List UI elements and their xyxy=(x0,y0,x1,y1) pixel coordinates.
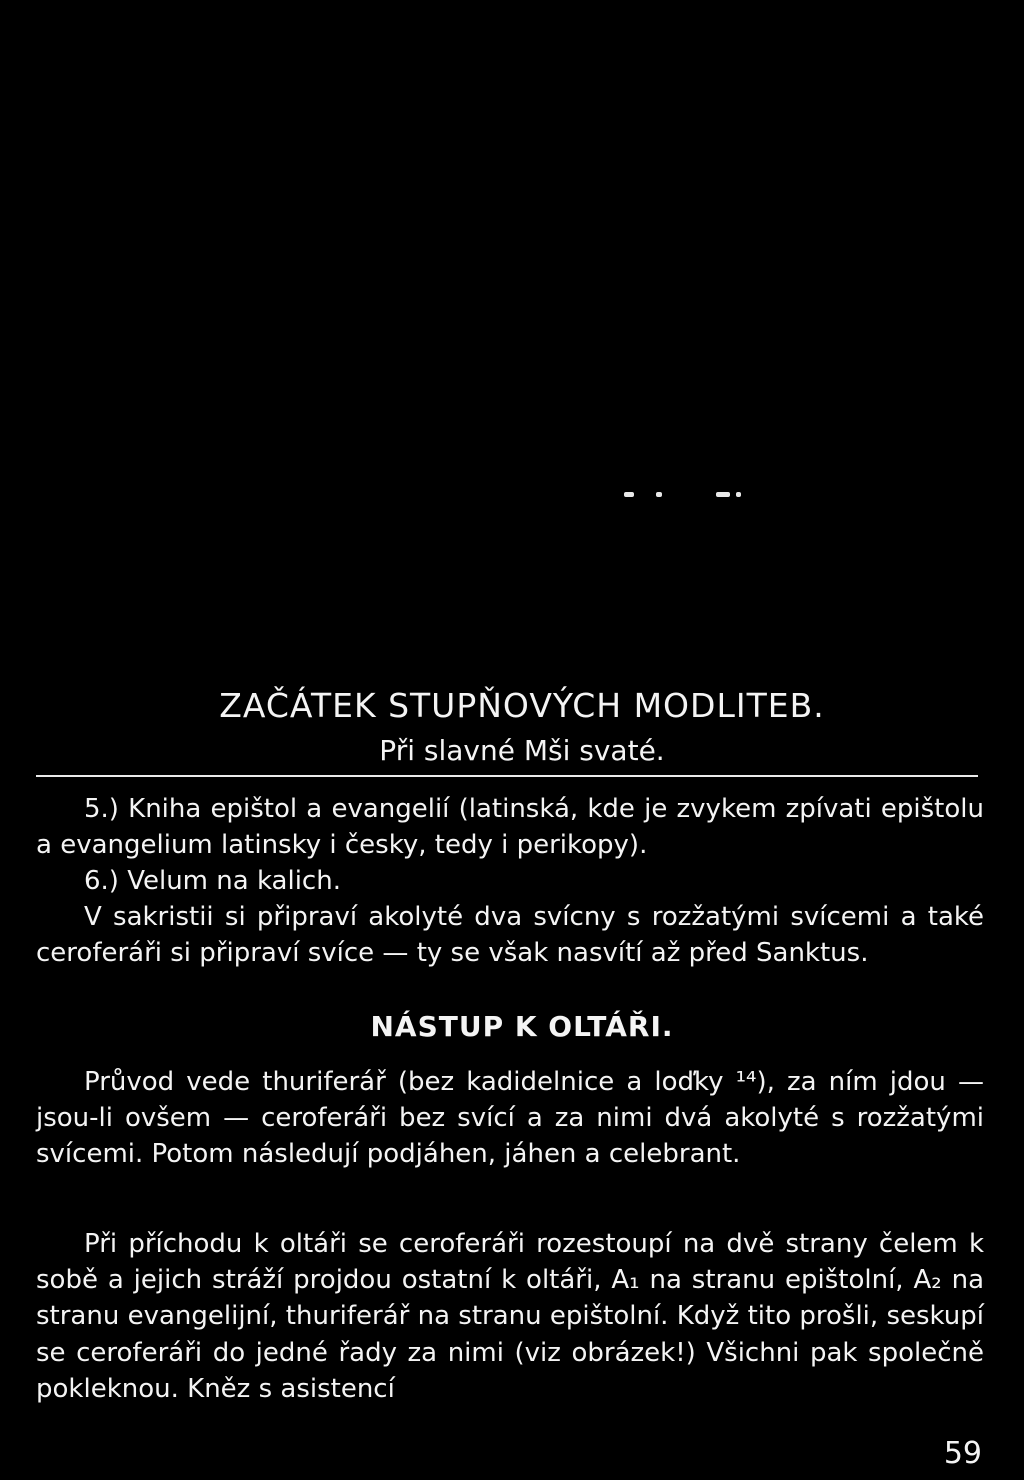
list-item-5 xyxy=(36,791,984,863)
scan-speck-1 xyxy=(624,492,634,497)
list-item-6 xyxy=(36,863,984,899)
scan-speck-2 xyxy=(656,492,662,497)
paragraph-sakristie-text: V sakristii si připraví akolyté dva svícny s rozžatými svícemi a také ceroferáři si připraví svíce — ty se však nasvítí až před Sanktus. xyxy=(36,902,984,969)
page-title: ZAČÁTEK STUPŇOVÝCH MODLITEB. xyxy=(219,686,825,725)
page-subtitle: Při slavné Mši svaté. xyxy=(379,734,665,767)
scan-speck-3 xyxy=(716,492,730,497)
paragraph-prichod-text: Při příchodu k oltáři se ceroferáři rozestoupí na dvě strany čelem k sobě a jejich stráží projdou ostatní k oltáři, A₁ na stranu epištolní, A₂ na stranu evangelijní, thuriferář na stranu epištolní. Když tito prošli, seskupí se ceroferáři do jedné řady za nimi (viz obrázek!) Všichni pak společně pokleknou. Kněz s asistencí xyxy=(36,1229,984,1404)
divider-rule xyxy=(36,775,978,777)
section-heading: NÁSTUP K OLTÁŘI. xyxy=(370,1010,674,1043)
paragraph-pruvod-text: Průvod vede thuriferář (bez kadidelnice a loďky ¹⁴), za ním jdou — jsou-li ovšem — ceroferáři bez svící a za nimi dvá akolyté s rozžatými svícemi. Potom následují podjáhen, jáhen a celebrant. xyxy=(36,1067,984,1170)
page-number: 59 xyxy=(943,1436,982,1471)
paragraph-prichod xyxy=(36,1226,984,1407)
scan-speck-4 xyxy=(736,492,741,497)
paragraph-pruvod xyxy=(36,1064,984,1173)
list-item-6-text: 6.) Velum na kalich. xyxy=(84,866,341,896)
list-item-5-text: 5.) Kniha epištol a evangelií (latinská, kde je zvykem zpívati epištolu a evangelium latinsky i česky, tedy i perikopy). xyxy=(36,794,984,861)
paragraph-sakristie xyxy=(36,899,984,971)
